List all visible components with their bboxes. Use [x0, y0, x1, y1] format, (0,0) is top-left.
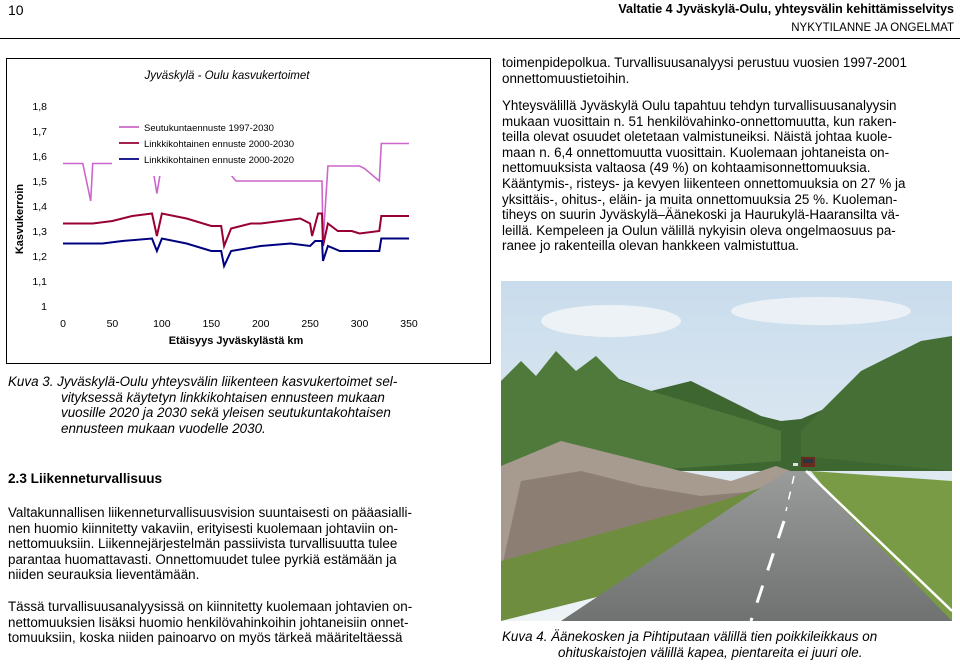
document-title: Valtatie 4 Jyväskylä-Oulu, yhteysvälin kehittämisselvitys [618, 2, 954, 16]
text-line: niiden seurauksia lieventämään. [8, 567, 200, 583]
y-tick-label: 1,1 [32, 276, 47, 288]
legend-label: Linkkikohtainen ennuste 2000-2030 [144, 139, 295, 150]
text-line: mukaan vuosittain n. 51 henkilövahinko-onnettomuutta, kun raken- [502, 113, 897, 129]
caption-line: vuosille 2020 ja 2030 sekä yleisen seutukuntakohtaisen [61, 405, 391, 421]
text-line: maan n. 6,4 onnettomuutta vuosittain. Kuolemaan johtaneista on- [502, 144, 890, 160]
right-paragraph-1 [502, 55, 950, 86]
x-tick-label: 150 [202, 318, 221, 330]
text-line: ranee jo rakenteilla olevan hankkeen valmistuttua. [502, 238, 800, 254]
text-line: yksittäis-, ohitus-, eläin- ja muita onnettomuuksia 25 %. Kuoleman- [502, 191, 898, 207]
y-tick-label: 1,3 [32, 226, 47, 238]
caption-line: Kuva 4. Äänekosken ja Pihtiputaan välillä tien poikkileikkaus on [502, 629, 878, 644]
series-line [63, 239, 409, 267]
text-line: Kääntymis-, risteys- ja kevyen liikenteen onnettomuuksia on 27 % ja [502, 175, 906, 191]
text-line: Yhteysvälillä Jyväskylä Oulu tapahtuu tehdyn turvallisuusanalyysin [502, 98, 897, 113]
section-title: 2.3 Liikenneturvallisuus [8, 471, 163, 486]
text-line: Valtakunnallisen liikenneturvallisuusvision suuntaisesti on pääasialli- [8, 505, 412, 520]
y-tick-label: 1,2 [32, 251, 47, 263]
y-tick-label: 1,8 [32, 101, 47, 113]
text-line: nettomuuksien lisäksi huomio henkilövahinkoihin johtaneisiin onnet- [8, 614, 409, 630]
text-line: tiheys on suurin Jyväskylä–Äänekoski ja Haurukylä-Haaransilta vä- [502, 207, 900, 223]
y-tick-label: 1,6 [32, 151, 47, 163]
chart-title: Jyväskylä - Oulu kasvukertoimet [144, 70, 310, 82]
caption-line: ennusteen mukaan vuodelle 2030. [61, 420, 266, 436]
road-photo [501, 281, 952, 621]
growth-factor-chart [6, 58, 491, 364]
chart-legend [112, 119, 294, 176]
right-paragraph-2 [502, 98, 950, 254]
x-tick-label: 250 [301, 318, 319, 330]
x-tick-label: 200 [251, 318, 270, 330]
left-paragraph-1 [8, 505, 453, 583]
caption-line: vityksessä käytetyn linkkikohtaisen ennusteen mukaan [61, 389, 385, 405]
x-tick-label: 50 [106, 318, 119, 330]
text-line: onnettomuustietoihin. [502, 70, 630, 86]
x-tick-label: 300 [350, 318, 369, 330]
text-line: tomuuksiin, koska niiden painoarvo on myös tärkeä määriteltäessä [8, 630, 403, 646]
text-line: teilla olevat osuudet oletetaan valmistuneiksi. Näistä johtaa kuole- [502, 129, 893, 145]
figure-4-caption [502, 629, 954, 660]
left-paragraph-2 [8, 599, 453, 646]
text-line: leillä. Kempeleen ja Oulun välillä nykyisin oleva ongelmaosuus pa- [502, 222, 896, 238]
figure-3-caption [8, 374, 488, 436]
legend-label: Linkkikohtainen ennuste 2000-2020 [144, 155, 295, 166]
y-tick-label: 1 [41, 301, 47, 313]
y-axis-label: Kasvukerroin [14, 183, 26, 255]
x-tick-label: 0 [60, 318, 66, 330]
x-axis-label: Etäisyys Jyväskylästä km [168, 335, 304, 347]
header-rule [0, 38, 960, 39]
text-line: parantaa huomattavasti. Onnettomuudet tulee pyrkiä estämään ja [8, 551, 397, 567]
text-line: nettomuuksiin. Liikennejärjestelmän passiivista turvallisuutta tulee [8, 536, 398, 552]
road-photo-illustration [501, 281, 952, 621]
page-number: 10 [8, 2, 24, 18]
text-line: Tässä turvallisuusanalyysissä on kiinnitetty kuolemaan johtavien on- [8, 599, 413, 614]
caption-line: Kuva 3. Jyväskylä-Oulu yhteysvälin liikenteen kasvukertoimet sel- [8, 374, 398, 389]
x-tick-label: 350 [400, 318, 418, 330]
chapter-title: NYKYTILANNE JA ONGELMAT [791, 22, 954, 34]
chart-canvas [7, 59, 490, 363]
y-tick-label: 1,7 [32, 126, 47, 138]
x-tick-label: 100 [153, 318, 171, 330]
y-tick-label: 1,5 [32, 176, 47, 188]
text-line: toimenpidepolkua. Turvallisuusanalyysi perustuu vuosien 1997-2001 [502, 55, 907, 70]
y-tick-label: 1,4 [32, 201, 47, 213]
caption-line: ohituskaistojen välillä kapea, pientareita ei juuri ole. [558, 644, 863, 660]
legend-label: Seutukuntaennuste 1997-2030 [144, 123, 274, 134]
text-line: nettomuuksista valtaosa (49 %) on kohtaamisonnettomuuksia. [502, 160, 871, 176]
text-line: nen huomio kiinnitetty vakaviin, erityisesti kuolemaan johtaviin on- [8, 520, 399, 536]
